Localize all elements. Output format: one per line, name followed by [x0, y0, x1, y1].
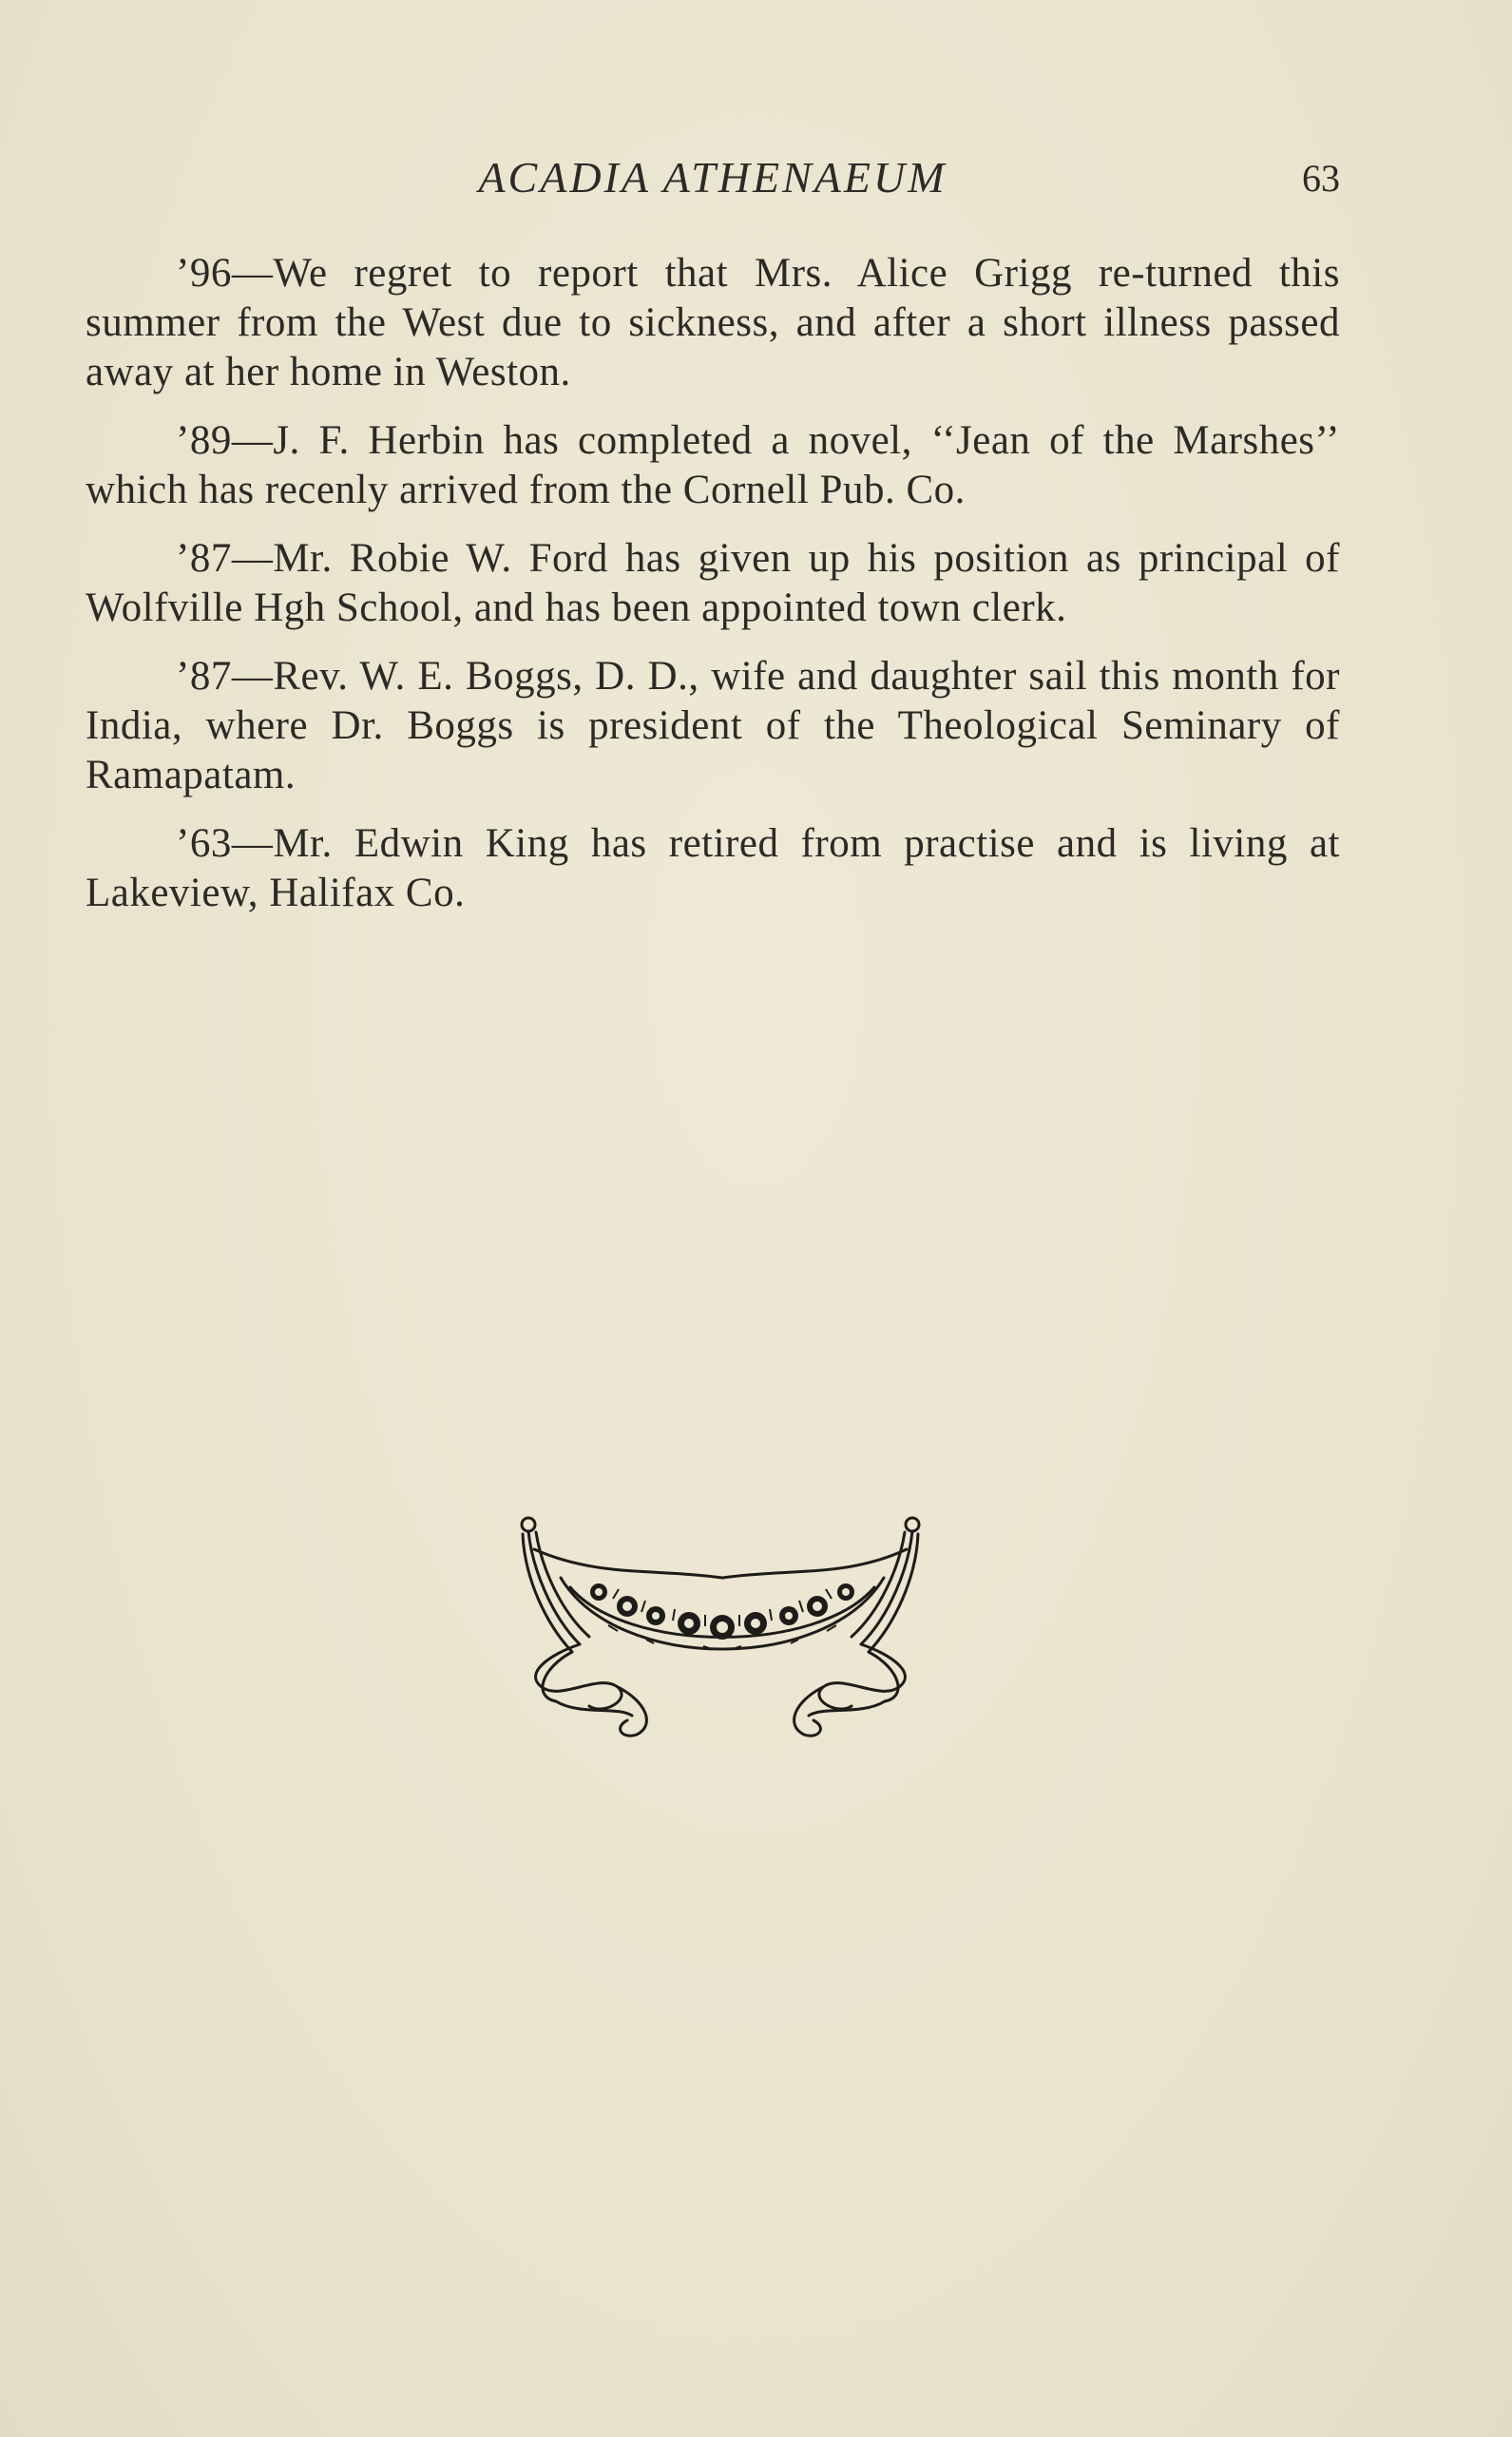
note-paragraph: ’87—Rev. W. E. Boggs, D. D., wife and daughter sail this month for India, where Dr. Boggs is president of the Theological Seminary of Ramapatam. [86, 654, 1340, 797]
page-header [86, 152, 1340, 209]
note-paragraph: ’63—Mr. Edwin King has retired from practise and is living at Lakeview, Halifax Co. [86, 821, 1340, 915]
running-title: ACADIA ATHENAEUM [478, 153, 947, 201]
note-paragraph: ’96—We regret to report that Mrs. Alice Grigg re-turned this summer from the West due to sickness, and after a short illness passed away at her home in Weston. [86, 251, 1340, 394]
note-paragraph: ’89—J. F. Herbin has completed a novel, ‘‘Jean of the Marshes’’ which has recenly arrived from the Cornell Pub. Co. [86, 418, 1340, 512]
page-number: 63 [1302, 157, 1340, 200]
alumni-notes [86, 249, 1340, 937]
note-paragraph: ’87—Mr. Robie W. Ford has given up his position as principal of Wolfville Hgh School, and has been appointed town clerk. [86, 536, 1340, 630]
floral-garland-ornament-icon [513, 1511, 931, 1768]
